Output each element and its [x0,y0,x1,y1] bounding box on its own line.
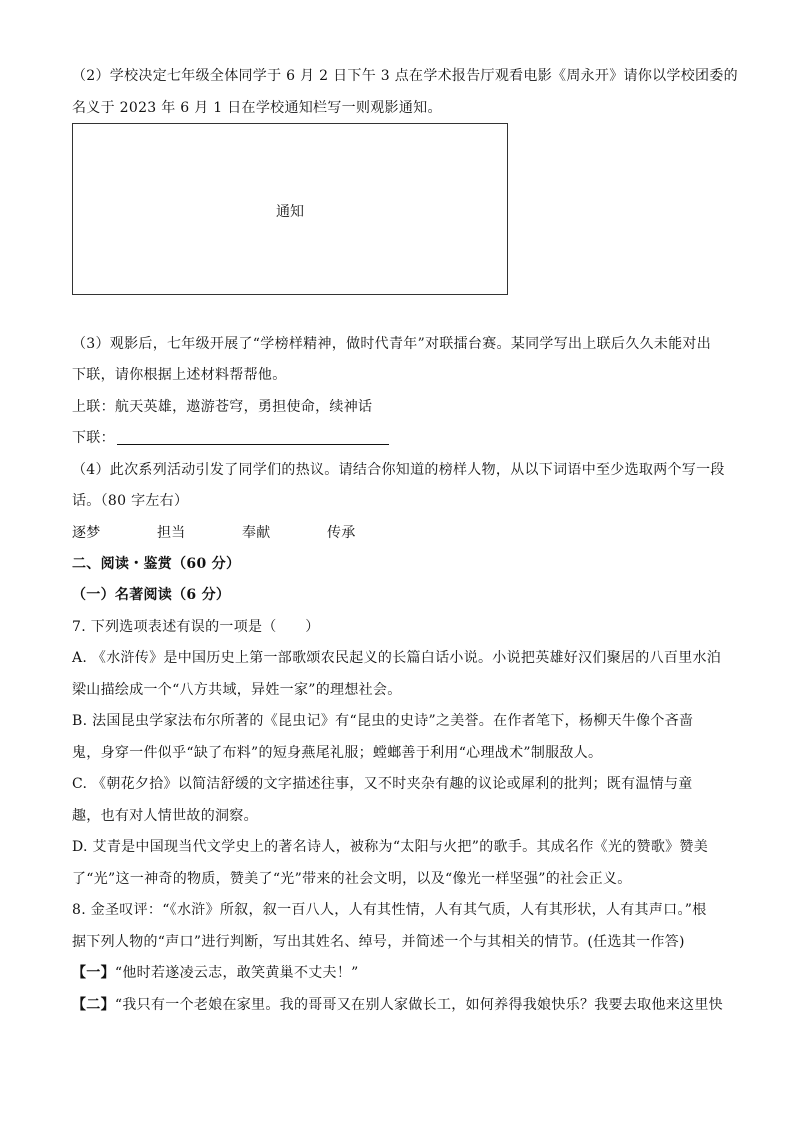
q4-line1: （4）此次系列活动引发了同学们的热议。请结合你知道的榜样人物，从以下词语中至少选取两个写一段 [72,462,725,478]
q2-line1: （2）学校决定七年级全体同学于 6 月 2 日下午 3 点在学术报告厅观看电影《周永开》请你以学校团委的 [72,68,738,84]
q3-line2: 下联，请你根据上述材料帮帮他。 [72,367,287,383]
q8-tag-1: 【一】 [72,965,115,981]
subsection-heading: （一）名著阅读（6 分） [72,587,231,603]
q7-stem: 7. 下列选项表述有误的一项是（ ） [72,619,320,635]
q7-option-a-line2: 梁山描绘成一个“八方共域，异姓一家”的理想社会。 [72,682,402,698]
q8-line1: 8. 金圣叹评：“《水浒》所叙，叙一百八人，人有其性情，人有其气质，人有其形状，人有其声口。”根 [72,902,707,918]
q7-option-d-line1: D. 艾青是中国现当代文学史上的著名诗人，被称为“太阳与火把”的歌手。其成名作《光的赞歌》赞美 [72,839,709,855]
word-item: 奉献 [242,525,271,541]
word-item: 传承 [327,525,356,541]
q7-option-d-line2: 了“光”这一神奇的物质，赞美了“光”带来的社会文明，以及“像光一样坚强”的社会正义。 [72,871,632,887]
word-item: 担当 [157,525,186,541]
lower-couplet-blank[interactable] [117,430,389,445]
q8-quote-1-text: “他时若遂凌云志，敢笑黄巢不丈夫！” [114,965,359,981]
notice-answer-box[interactable] [72,123,508,295]
q3-upper-couplet: 上联：航天英雄，遨游苍穹，勇担使命，续神话 [72,399,373,415]
q8-quote-2-text: “我只有一个老娘在家里。我的哥哥又在别人家做长工，如何养得我娘快乐？我要去取他来这里快 [114,997,723,1013]
q7-option-b-line1: B. 法国昆虫学家法布尔所著的《昆虫记》有“昆虫的史诗”之美誉。在作者笔下，杨柳天牛像个吝啬 [72,713,694,729]
q7-option-c-line1: C. 《朝花夕拾》以简洁舒缓的文字描述往事，又不时夹杂有趣的议论或犀利的批判；既有温情与童 [72,776,693,792]
q8-quote-2 [72,995,722,1015]
word-item: 逐梦 [72,525,101,541]
q4-line2: 话。（80 字左右） [72,493,189,509]
notice-title: 通知 [276,204,304,220]
lower-couplet-label: 下联： [72,430,115,446]
q8-quote-1 [72,963,722,983]
q4-word-list [72,523,722,543]
q7-option-a-line1: A. 《水浒传》是中国历史上第一部歌颂农民起义的长篇白话小说。小说把英雄好汉们聚居的八百里水泊 [72,650,722,666]
q7-option-c-line2: 趣，也有对人情世故的洞察。 [72,808,258,824]
q7-option-b-line2: 鬼，身穿一件似乎“缺了布料”的短身燕尾礼服；螳螂善于利用“心理战术”制服敌人。 [72,745,603,761]
q8-tag-2: 【二】 [72,997,115,1013]
q2-line2: 名义于 2023 年 6 月 1 日在学校通知栏写一则观影通知。 [72,100,442,116]
q3-lower-couplet [72,428,722,448]
q3-line1: （3）观影后，七年级开展了“学榜样精神，做时代青年”对联擂台赛。某同学写出上联后久久未能对出 [72,336,712,352]
q8-line2: 据下列人物的“声口”进行判断，写出其姓名、绰号，并简述一个与其相关的情节。(任选其一作答) [72,934,685,950]
section-heading: 二、阅读・鉴赏（60 分） [72,556,241,572]
